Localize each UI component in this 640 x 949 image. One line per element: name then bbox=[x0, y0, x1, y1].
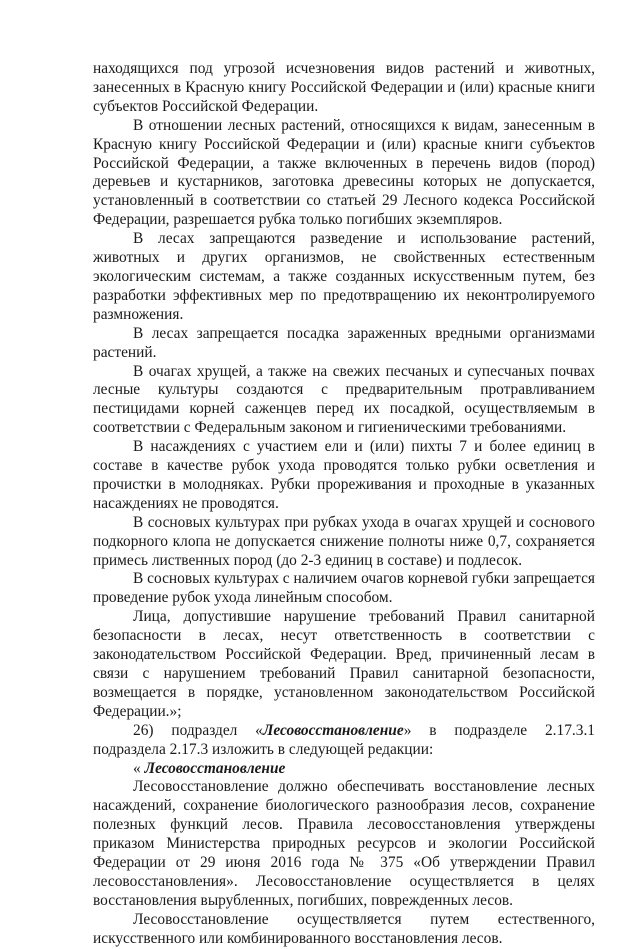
paragraph-pine-cultures-density: В сосновых культурах при рубках ухода в очагах хрущей и соснового подкорного клопа не допускается снижение полноты ниже 0,7, сохраняется примесь лиственных пород (до 2-3 единиц в составе) и подлесок. bbox=[93, 513, 595, 569]
paragraph-root-fungus: В сосновых культурах с наличием очагов корневой губки запрещается проведение рубок ухода линейным способом. bbox=[93, 570, 595, 607]
paragraph-liability: Лица, допустившие нарушение требований Правил санитарной безопасности в лесах, несут ответственность в соответствии с законодательством Российской Федерации. Вред, причиненный лесам в связи с нарушением требований Правил санитарной безопасности, возмещается в порядке, установленном законодательством Российской Федерации.»; bbox=[93, 608, 595, 720]
amendment-suffix: » в подразделе 2.17.3.1 подраздела 2.17.3 изложить в следующей редакции: bbox=[93, 721, 595, 758]
paragraph-beetle-foci: В очагах хрущей, а также на свежих песчаных и супесчаных почвах лесные культуры создаются с предварительным протравливанием пестицидами корней саженцев перед их посадкой, осуществляемым в соответствии с Федеральным законом и гигиеническими требованиями. bbox=[93, 362, 595, 437]
document-page bbox=[93, 60, 595, 949]
heading-title: Лесовосстановление bbox=[144, 759, 286, 777]
paragraph-infected-plants: В лесах запрещается посадка зараженных вредными организмами растений. bbox=[93, 324, 595, 361]
paragraph-continuation: находящихся под угрозой исчезновения видов растений и животных, занесенных в Красную книгу Российской Федерации и (или) красные книги субъектов Российской Федерации. bbox=[93, 60, 595, 115]
paragraph-reforestation-purpose: Лесовосстановление должно обеспечивать восстановление лесных насаждений, сохранение биологического разнообразия лесов, сохранение полезных функций лесов. Правила лесовосстановления утверждены приказом Министерства природных ресурсов и экологии Российской Федерации от 29 июня 2016 года № 375 «Об утверждении Правил лесовосстановления». Лесовосстановление осуществляется в целях восстановления вырубленных, погибших, поврежденных лесов. bbox=[93, 778, 595, 909]
amendment-prefix: 26) подраздел « bbox=[133, 721, 263, 739]
section-heading bbox=[93, 760, 595, 779]
heading-open-quote: « bbox=[133, 759, 145, 777]
amendment-emphasis: Лесовосстановление bbox=[262, 721, 404, 739]
paragraph-red-book-plants: В отношении лесных растений, относящихся к видам, занесенным в Красную книгу Российской Федерации и (или) красные книги субъектов Российской Федерации, а также включенных в перечень видов (пород) деревьев и кустарников, заготовка древесины которых не допускается, установленный в соответствии со статьей 29 Лесного кодекса Российской Федерации, разрешается рубка только погибших экземпляров. bbox=[93, 116, 595, 229]
paragraph-spruce-fir-stands: В насаждениях с участием ели и (или) пихты 7 и более единиц в составе в качестве рубок ухода проводятся только рубки осветления и прочистки в молодняках. Рубки прореживания и проходные в указанных насаждениях не проводятся. bbox=[93, 438, 595, 512]
amendment-item-26 bbox=[93, 722, 595, 760]
paragraph-reforestation-methods: Лесовосстановление осуществляется путем естественного, искусственного или комбинированного восстановления лесов. bbox=[93, 910, 595, 947]
paragraph-non-native-organisms: В лесах запрещаются разведение и использование растений, животных и других организмов, не свойственных естественным экологическим системам, а также созданных искусственным путем, без разработки эффективных мер по предотвращению их неконтролируемого размножения. bbox=[93, 230, 595, 323]
